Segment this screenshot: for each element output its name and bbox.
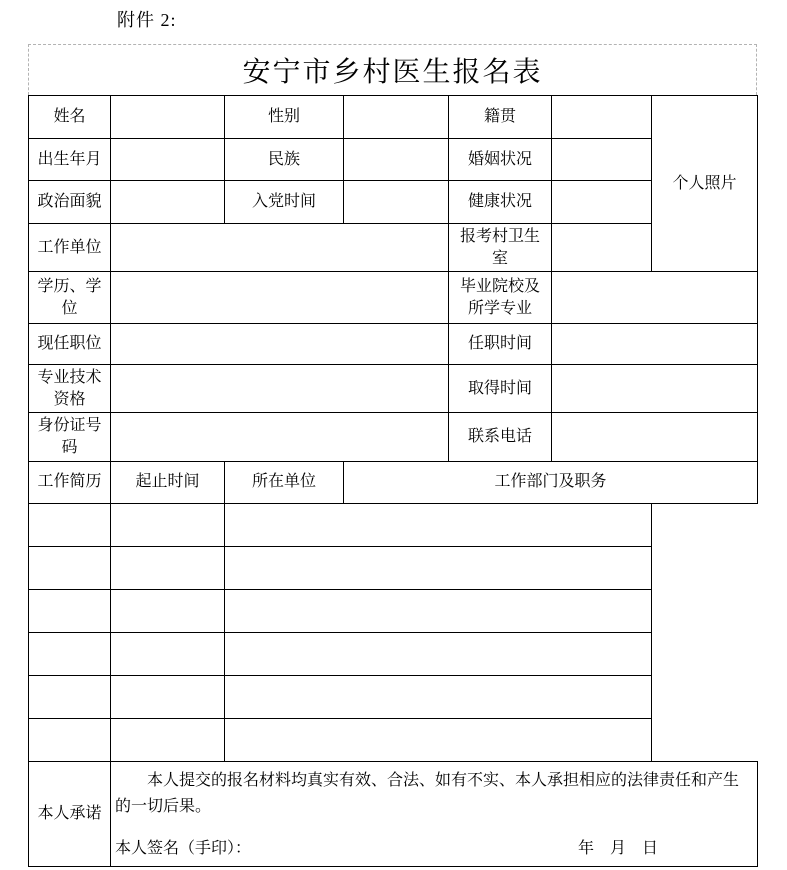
field-value-gender[interactable] <box>344 96 449 139</box>
row-birth <box>29 139 758 181</box>
field-label-birth-date: 出生年月 <box>29 139 111 181</box>
work-history-employer-cell[interactable] <box>111 632 225 675</box>
work-history-period-cell[interactable] <box>29 589 111 632</box>
row-political <box>29 181 758 224</box>
field-label-phone: 联系电话 <box>449 413 552 461</box>
work-history-employer-cell[interactable] <box>111 503 225 546</box>
field-label-health-status: 健康状况 <box>449 181 552 224</box>
work-history-col-period: 起止时间 <box>111 461 225 503</box>
field-label-school-and-major: 毕业院校及所学专业 <box>449 272 552 324</box>
work-history-employer-cell[interactable] <box>111 718 225 761</box>
work-history-header-row <box>29 461 758 503</box>
field-value-marital-status[interactable] <box>552 139 652 181</box>
row-id-number <box>29 413 758 461</box>
work-history-row <box>29 503 758 546</box>
field-value-professional-qualification[interactable] <box>111 365 449 413</box>
work-history-department-cell[interactable] <box>225 718 652 761</box>
work-history-row <box>29 546 758 589</box>
work-history-department-cell[interactable] <box>225 589 652 632</box>
field-label-obtain-time: 取得时间 <box>449 365 552 413</box>
field-label-party-join-time: 入党时间 <box>225 181 344 224</box>
field-label-target-clinic: 报考村卫生室 <box>449 224 552 272</box>
row-work-unit <box>29 224 758 272</box>
field-label-native-place: 籍贯 <box>449 96 552 139</box>
field-label-name: 姓名 <box>29 96 111 139</box>
work-history-employer-cell[interactable] <box>111 589 225 632</box>
field-value-name[interactable] <box>111 96 225 139</box>
field-label-gender: 性别 <box>225 96 344 139</box>
field-value-phone[interactable] <box>552 413 758 461</box>
row-qualification <box>29 365 758 413</box>
signature-label[interactable]: 本人签名（手印）： <box>115 839 252 857</box>
field-label-work-unit: 工作单位 <box>29 224 111 272</box>
commitment-cell <box>111 761 758 866</box>
work-history-rows <box>29 503 758 761</box>
row-name <box>29 96 758 139</box>
commitment-section-label: 本人承诺 <box>29 761 111 866</box>
field-value-target-clinic[interactable] <box>552 224 652 272</box>
field-value-political-status[interactable] <box>111 181 225 224</box>
work-history-department-cell[interactable] <box>225 503 652 546</box>
work-history-department-cell[interactable] <box>225 675 652 718</box>
work-history-period-cell[interactable] <box>29 675 111 718</box>
work-history-col-employer: 所在单位 <box>225 461 344 503</box>
work-history-period-cell[interactable] <box>29 632 111 675</box>
photo-cell: 个人照片 <box>652 96 758 272</box>
work-history-department-cell[interactable] <box>225 632 652 675</box>
row-education <box>29 272 758 324</box>
field-value-current-position[interactable] <box>111 324 449 365</box>
field-value-birth-date[interactable] <box>111 139 225 181</box>
work-history-employer-cell[interactable] <box>111 546 225 589</box>
date-label[interactable]: 年 月 日 <box>577 839 658 857</box>
field-label-marital-status: 婚姻状况 <box>449 139 552 181</box>
field-label-tenure-time: 任职时间 <box>449 324 552 365</box>
field-value-school-and-major[interactable] <box>552 272 758 324</box>
registration-form <box>28 44 757 867</box>
row-position <box>29 324 758 365</box>
attachment-label: 附件 2: <box>117 10 177 30</box>
field-label-professional-qualification: 专业技术资格 <box>29 365 111 413</box>
commitment-row <box>29 761 758 866</box>
field-value-native-place[interactable] <box>552 96 652 139</box>
work-history-row <box>29 589 758 632</box>
field-value-tenure-time[interactable] <box>552 324 758 365</box>
work-history-col-department: 工作部门及职务 <box>344 461 758 503</box>
work-history-department-cell[interactable] <box>225 546 652 589</box>
field-value-obtain-time[interactable] <box>552 365 758 413</box>
signature-row <box>115 838 753 860</box>
field-value-education-degree[interactable] <box>111 272 449 324</box>
work-history-section-label: 工作简历 <box>29 461 111 503</box>
field-label-political-status: 政治面貌 <box>29 181 111 224</box>
work-history-period-cell[interactable] <box>29 503 111 546</box>
field-value-health-status[interactable] <box>552 181 652 224</box>
work-history-row <box>29 718 758 761</box>
work-history-row <box>29 675 758 718</box>
field-label-ethnicity: 民族 <box>225 139 344 181</box>
work-history-employer-cell[interactable] <box>111 675 225 718</box>
field-value-id-number[interactable] <box>111 413 449 461</box>
field-label-education-degree: 学历、学位 <box>29 272 111 324</box>
work-history-period-cell[interactable] <box>29 718 111 761</box>
field-value-ethnicity[interactable] <box>344 139 449 181</box>
form-title: 安宁市乡村医生报名表 <box>28 44 757 95</box>
field-value-work-unit[interactable] <box>111 224 449 272</box>
work-history-period-cell[interactable] <box>29 546 111 589</box>
field-value-party-join-time[interactable] <box>344 181 449 224</box>
commitment-content <box>115 768 753 860</box>
work-history-row <box>29 632 758 675</box>
commitment-statement: 本人提交的报名材料均真实有效、合法、如有不实、本人承担相应的法律责任和产生的一切后果。 <box>115 771 740 815</box>
field-label-id-number: 身份证号码 <box>29 413 111 461</box>
form-table <box>28 95 758 867</box>
field-label-current-position: 现任职位 <box>29 324 111 365</box>
